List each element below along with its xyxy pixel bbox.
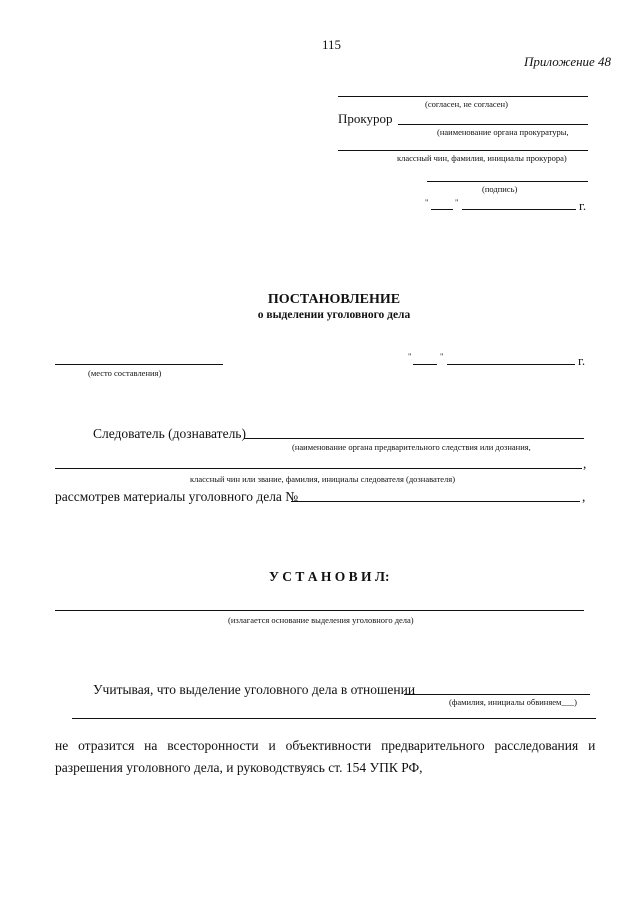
accused-line [404,694,590,695]
materials-label: рассмотрев материалы уголовного дела № [55,489,299,504]
prosecutor-line [398,124,588,125]
materials-line [291,501,580,502]
approval-month-line [462,209,576,210]
agree-caption: (согласен, не согласен) [425,99,508,109]
materials-line-end: , [582,489,586,504]
approval-date-suffix: г. [579,198,587,213]
investigator-rank-caption: классный чин или звание, фамилия, инициалы следователя (дознавателя) [190,474,456,484]
approval-date-open-quote: " [425,197,429,207]
place-date-close-quote: " [440,351,444,361]
prosecutor-rank-caption: классный чин, фамилия, инициалы прокурора) [397,153,567,163]
approval-day-line [431,209,453,210]
investigator-label: Следователь (дознаватель) [93,426,246,441]
document-subtitle: о выделении уголовного дела [257,309,411,321]
conclusion-line-2: разрешения уголовного дела, и руководствуясь ст. 154 УПК РФ, [55,760,423,775]
place-date-open-quote: " [408,351,412,361]
place-date-suffix: г. [578,353,586,368]
signature-line [427,181,588,182]
appendix-label: Приложение 48 [524,54,612,69]
agree-line [338,96,588,97]
reason-line [55,610,584,611]
investigator-org-caption: (наименование органа предварительного следствия или дознания, [292,442,531,452]
investigator-line [244,438,584,439]
prosecutor-org-caption: (наименование органа прокуратуры, [437,127,569,137]
established-heading: У С Т А Н О В И Л: [269,569,390,584]
place-month-line [447,364,575,365]
conclusion-line-1: не отразится на всесторонности и объективности предварительного расследования и [55,738,596,753]
prosecutor-label: Прокурор [338,111,393,126]
accused-caption: (фамилия, инициалы обвиняем___) [449,697,577,707]
investigator-rank-line-end: , [583,456,587,471]
place-day-line [413,364,437,365]
page-number: 115 [322,37,342,52]
place-caption: (место составления) [88,368,162,378]
reason-caption: (излагается основание выделения уголовного дела) [228,615,414,625]
considering-text: Учитывая, что выделение уголовного дела в отношении [93,682,416,697]
approval-date-close-quote: " [455,197,459,207]
document-title: ПОСТАНОВЛЕНИЕ [267,292,401,307]
accused-second-line [72,718,596,719]
signature-caption: (подпись) [482,184,518,194]
investigator-rank-line [55,468,582,469]
place-line [55,364,223,365]
prosecutor-rank-line [338,150,588,151]
